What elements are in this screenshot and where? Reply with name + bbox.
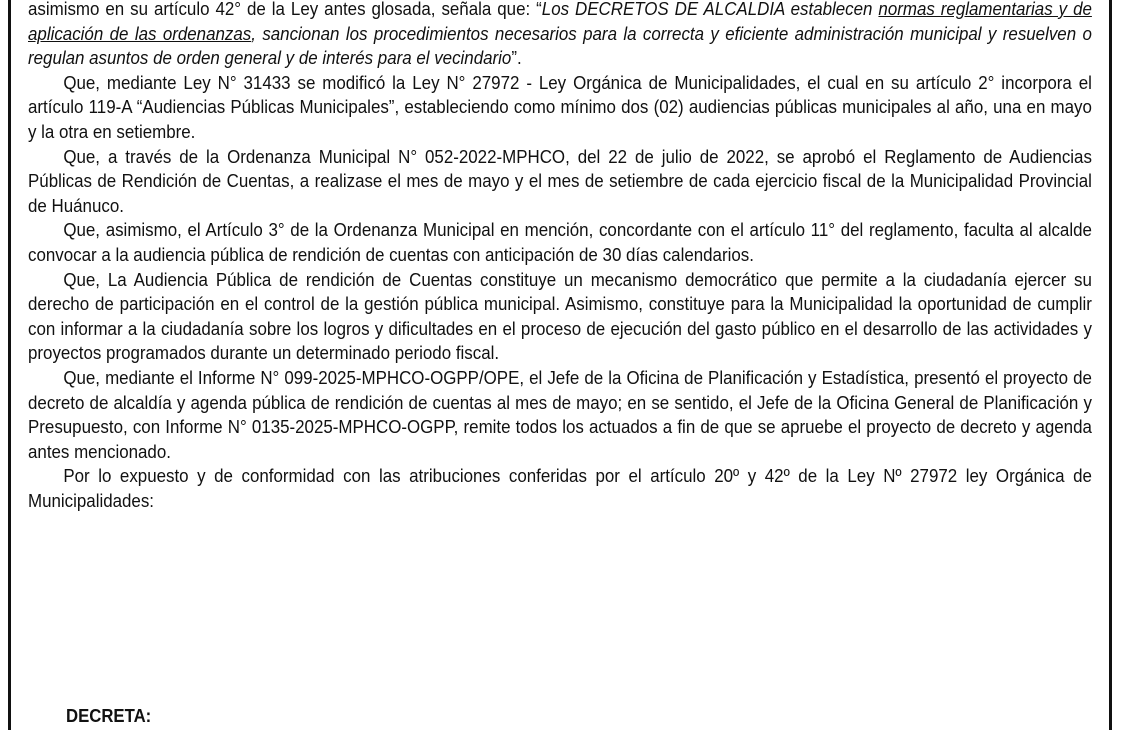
paragraph-article-42: asimismo en su artículo 42° de la Ley antes glosada, señala que: “Los DECRETOS DE ALCALDIA establecen normas reglamentarias y de aplicación de las ordenanzas, sancionan los procedimientos necesarios para la correcta y eficiente administración municipal y resuelven o regulan asuntos de orden general y de interés para el vecindario”. <box>28 0 1092 69</box>
decreta-heading: DECRETA: <box>66 706 152 726</box>
paragraph-audiencia-publica: Que, La Audiencia Pública de rendición de Cuentas constituye un mecanismo democrático que permite a la ciudadanía ejercer su derecho de participación en el control de la gestión pública municipal. Asimismo, constituye para la Municipalidad la oportunidad de cumplir con informar a la ciudadanía sobre los logros y dificultades en el proceso de ejecución del gasto público en el desarrollo de las actividades y proyectos programados durante un determinado periodo fiscal. <box>28 269 1092 364</box>
paragraph-informe-099: Que, mediante el Informe N° 099-2025-MPHCO-OGPP/OPE, el Jefe de la Oficina de Planificación y Estadística, presentó el proyecto de decreto de alcaldía y agenda pública de rendición de cuentas al mes de mayo; en se sentido, el Jefe de la Oficina General de Planificación y Presupuesto, con Informe N° 0135-2025-MPHCO-OGPP, remite todos los actuados a fin de que se apruebe el proyecto de decreto y agenda antes mencionado. <box>28 367 1092 462</box>
paragraph-ordenanza-052: Que, a través de la Ordenanza Municipal N° 052-2022-MPHCO, del 22 de julio de 2022, se aprobó el Reglamento de Audiencias Públicas de Rendición de Cuentas, a realizase el mes de mayo y el mes de setiembre de cada ejercicio fiscal de la Municipalidad Provincial de Huánuco. <box>28 146 1092 216</box>
paragraph-articulo-3: Que, asimismo, el Artículo 3° de la Ordenanza Municipal en mención, concordante con el artículo 11° del reglamento, faculta al alcalde convocar a la audiencia pública de rendición de cuentas con anticipación de 30 días calendarios. <box>28 220 1092 265</box>
paragraph-ley-31433: Que, mediante Ley N° 31433 se modificó la Ley N° 27972 - Ley Orgánica de Municipalidades, el cual en su artículo 2° incorpora el artículo 119-A “Audiencias Públicas Municipales”, estableciendo como mínimo dos (02) audiencias públicas municipales al año, una en mayo y la otra en setiembre. <box>28 72 1092 142</box>
paragraph-por-lo-expuesto: Por lo expuesto y de conformidad con las atribuciones conferidas por el artículo 20º y 42º de la Ley Nº 27972 ley Orgánica de Municipalidades: <box>28 466 1092 511</box>
decree-body <box>28 0 1092 513</box>
